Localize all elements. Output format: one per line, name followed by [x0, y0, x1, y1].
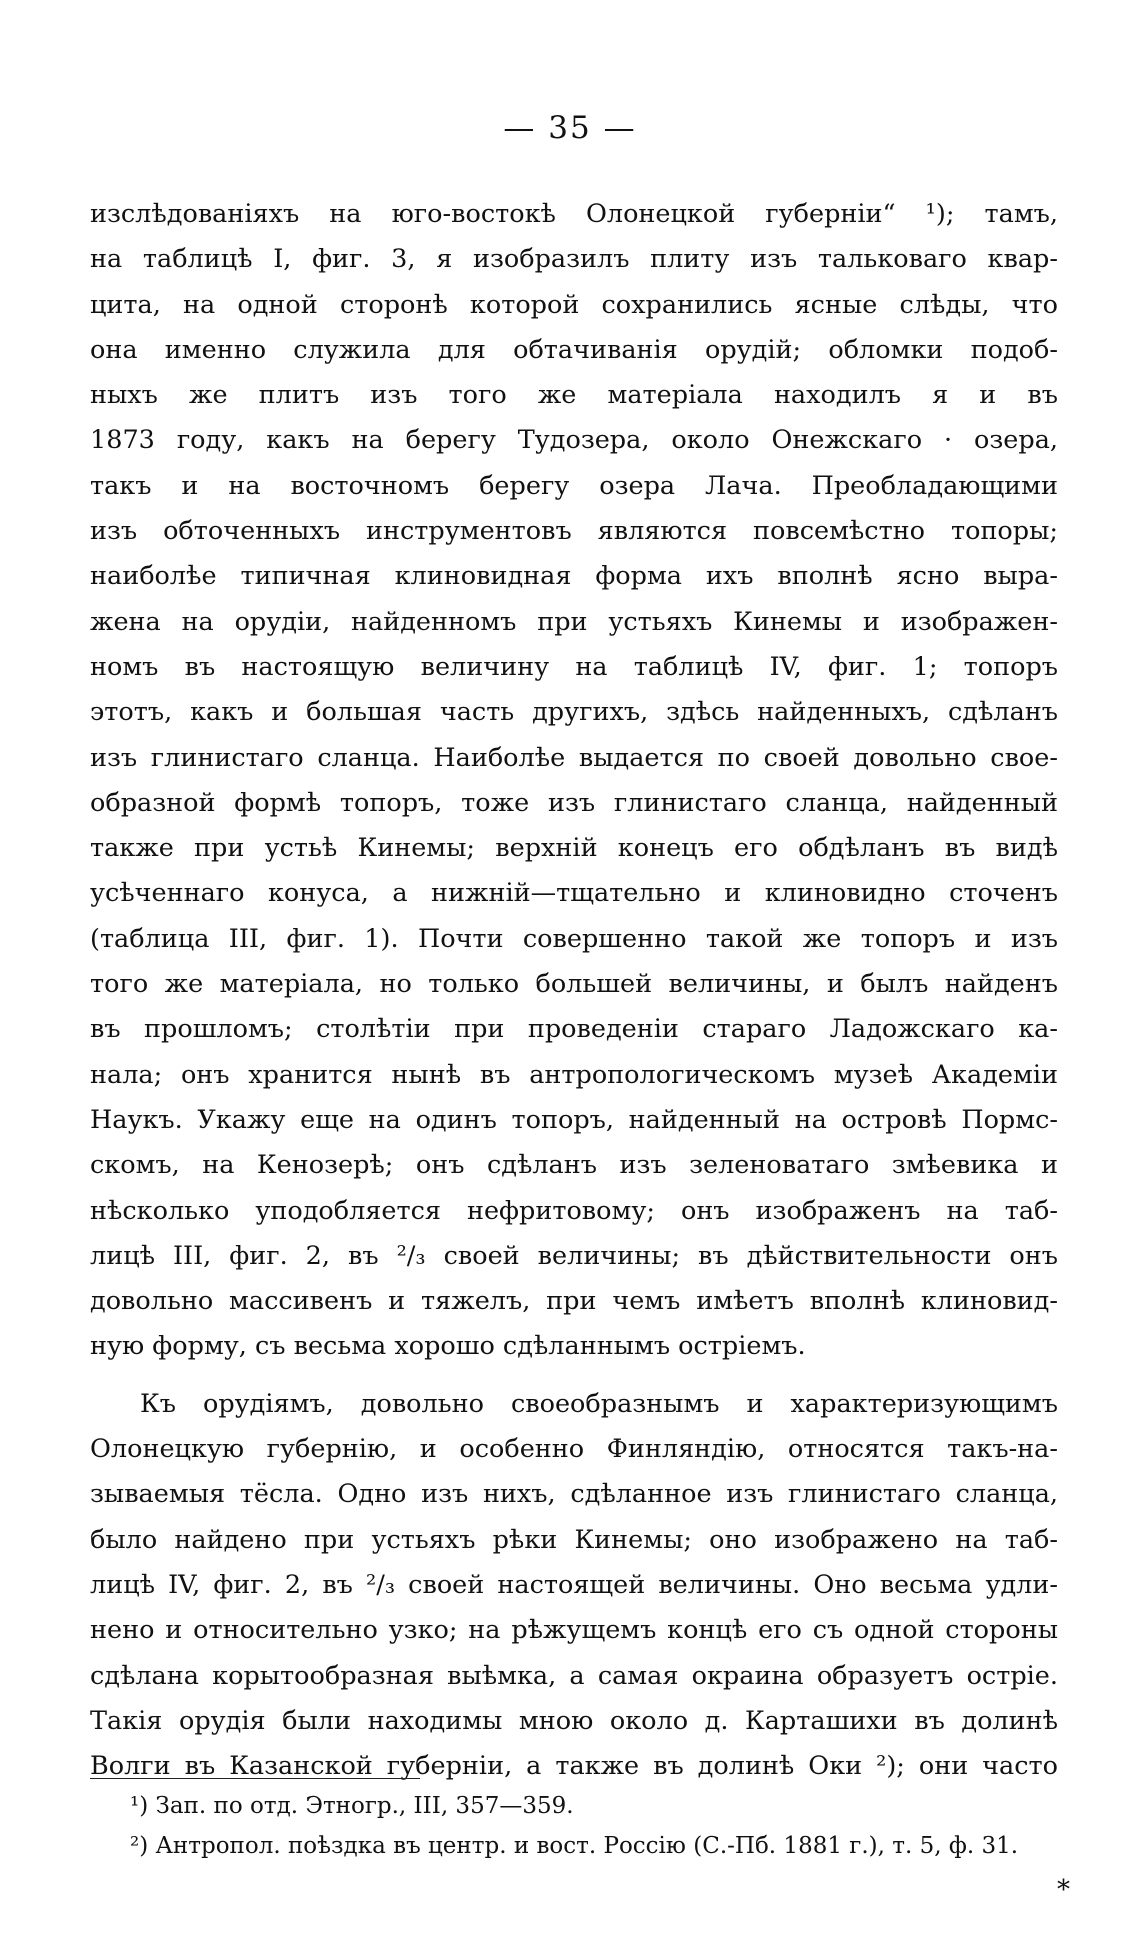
text-line: сдѣлана корытообразная выѣмка, а самая окраина образуетъ острiе. [90, 1660, 1058, 1691]
text-line: изъ глинистаго сланца. Наиболѣе выдается по своей довольно свое- [90, 742, 1058, 773]
text-line: нено и относительно узко; на рѣжущемъ концѣ его съ одной стороны [90, 1615, 1058, 1646]
text-line: ную форму, съ весьма хорошо сдѣланнымъ остріемъ. [90, 1331, 806, 1362]
footnotes [130, 1786, 1060, 1866]
text-line: изъ обточенныхъ инструментовъ являются повсемѣстно топоры; [90, 516, 1058, 547]
text-line: зываемыя тёсла. Одно изъ нихъ, сдѣланное изъ глинистаго сланца, [90, 1479, 1058, 1510]
text-line: того же матеріала, но только большей величины, и былъ найденъ [90, 969, 1058, 1000]
footnote-text: Зап. по отд. Этногр., III, 357—359. [155, 1793, 574, 1819]
text-line: изслѣдованіяхъ на юго-востокѣ Олонецкой губерніи“ ¹); тамъ, [90, 199, 1058, 229]
text-line: лицѣ III, фиг. 2, въ ²/₃ своей величины; въ дѣйствительности онъ [90, 1240, 1058, 1271]
text-line: скомъ, на Кенозерѣ; онъ сдѣланъ изъ зеленоватаго змѣевика и [90, 1150, 1058, 1181]
paragraph-gap [90, 1370, 1058, 1382]
text-line: Олонецкую губернію, и особенно Финляндію, относятся такъ-на- [90, 1434, 1058, 1465]
page-number: — 35 — [503, 110, 637, 146]
text-line: она именно служила для обтачиванія орудій; обломки подоб- [90, 334, 1058, 365]
text-line: Такія орудія были находимы мною около д. Карташихи въ долинѣ [90, 1705, 1058, 1736]
text-line: этотъ, какъ и большая часть другихъ, здѣсь найденныхъ, сдѣланъ [90, 697, 1058, 728]
text-line: Наукъ. Укажу еще на одинъ топоръ, найденный на островѣ Пормс- [90, 1104, 1058, 1135]
text-line: Волги въ Казанской губерніи, а также въ долинѣ Оки ²); они часто [90, 1751, 1058, 1782]
text-line: жена на орудіи, найденномъ при устьяхъ Кинемы и изображен- [90, 606, 1058, 637]
paragraph-2 [90, 1382, 1058, 1790]
footnote-2 [130, 1826, 1060, 1866]
footnote-mark: ¹) [130, 1793, 149, 1819]
text-line: усѣченнаго конуса, а нижній—тщательно и клиновидно сточенъ [90, 878, 1058, 909]
footnote-mark: ²) [130, 1833, 149, 1859]
text-line: нѣсколько уподобляется нефритовому; онъ изображенъ на таб- [90, 1195, 1058, 1226]
text-line: такъ и на восточномъ берегу озера Лача. Преобладающими [90, 470, 1058, 501]
text-line: наиболѣе типичная клиновидная форма ихъ вполнѣ ясно выра- [90, 561, 1058, 592]
text-line: лицѣ IV, фиг. 2, въ ²/₃ своей настоящей величины. Оно весьма удли- [90, 1569, 1058, 1600]
text-line: въ прошломъ; столѣтіи при проведеніи стараго Ладожскаго ка- [90, 1014, 1058, 1045]
text-line: нала; онъ хранится нынѣ въ антропологическомъ музеѣ Академіи [90, 1059, 1058, 1090]
text-line: номъ въ настоящую величину на таблицѣ IV, фиг. 1; топоръ [90, 651, 1058, 682]
footnote-text: Антропол. поѣздка въ центр. и вост. Россію (С.-Пб. 1881 г.), т. 5, ф. 31. [155, 1833, 1019, 1859]
text-line: Къ орудіямъ, довольно своеобразнымъ и характеризующимъ [140, 1388, 1058, 1419]
text-line: довольно массивенъ и тяжелъ, при чемъ имѣетъ вполнѣ клиновид- [90, 1286, 1058, 1317]
paragraph-1 [90, 192, 1058, 1370]
text-line: на таблицѣ I, фиг. 3, я изобразилъ плиту изъ тальковаго квар- [90, 244, 1058, 275]
footnote-1 [130, 1786, 1060, 1826]
text-line: было найдено при устьяхъ рѣки Кинемы; оно изображено на таб- [90, 1524, 1058, 1555]
text-line: ныхъ же плитъ изъ того же матеріала находилъ я и въ [90, 380, 1058, 411]
text-line: также при устьѣ Кинемы; верхній конецъ его обдѣланъ въ видѣ [90, 833, 1058, 864]
body-text [90, 192, 1058, 1789]
text-line: образной формѣ топоръ, тоже изъ глинистаго сланца, найденный [90, 787, 1058, 818]
footnote-rule [90, 1778, 420, 1779]
text-line: (таблица III, фиг. 1). Почти совершенно такой же топоръ и изъ [90, 923, 1058, 954]
signature-mark: * [1057, 1875, 1070, 1905]
text-line: 1873 году, какъ на берегу Тудозера, около Онежскаго · озера, [90, 425, 1058, 456]
text-line: цита, на одной сторонѣ которой сохранились ясные слѣды, что [90, 289, 1058, 320]
